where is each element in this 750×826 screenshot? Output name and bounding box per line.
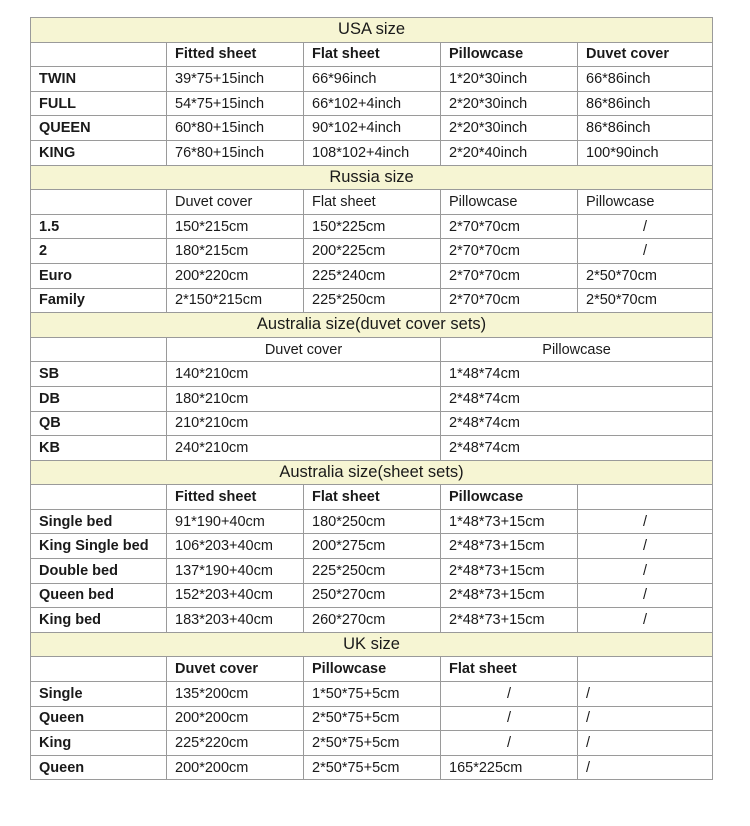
row-label: FULL: [31, 91, 167, 116]
row-label: Family: [31, 288, 167, 313]
table-cell: 2*48*74cm: [441, 386, 713, 411]
column-header: Pillowcase: [441, 42, 578, 67]
row-label: KING: [31, 140, 167, 165]
row-label: QB: [31, 411, 167, 436]
table-cell: 150*225cm: [304, 214, 441, 239]
table-cell: 86*86inch: [578, 116, 713, 141]
table-cell: /: [578, 706, 713, 731]
table-cell: 165*225cm: [441, 755, 578, 780]
size-table: [30, 17, 713, 780]
table-row: [31, 116, 713, 141]
table-cell: /: [578, 214, 713, 239]
table-cell: 90*102+4inch: [304, 116, 441, 141]
table-cell: 108*102+4inch: [304, 140, 441, 165]
table-cell: 2*48*73+15cm: [441, 608, 578, 633]
header-blank: [578, 485, 713, 510]
row-label: QUEEN: [31, 116, 167, 141]
usa-title-row: [31, 18, 713, 43]
table-row: [31, 755, 713, 780]
table-cell: 39*75+15inch: [167, 67, 304, 92]
table-cell: 260*270cm: [304, 608, 441, 633]
table-cell: /: [578, 755, 713, 780]
header-blank: [31, 190, 167, 215]
table-cell: 100*90inch: [578, 140, 713, 165]
column-header: Flat sheet: [304, 190, 441, 215]
column-header: Fitted sheet: [167, 42, 304, 67]
row-label: KB: [31, 436, 167, 461]
table-cell: 210*210cm: [167, 411, 441, 436]
table-cell: 2*50*75+5cm: [304, 706, 441, 731]
row-label: King bed: [31, 608, 167, 633]
table-cell: 140*210cm: [167, 362, 441, 387]
table-row: [31, 608, 713, 633]
row-label: Queen bed: [31, 583, 167, 608]
row-label: DB: [31, 386, 167, 411]
table-row: [31, 559, 713, 584]
section-title-uk: UK size: [31, 632, 713, 657]
header-blank: [31, 485, 167, 510]
table-row: [31, 362, 713, 387]
table-cell: 2*70*70cm: [441, 288, 578, 313]
table-cell: 200*225cm: [304, 239, 441, 264]
table-cell: 200*200cm: [167, 706, 304, 731]
table-cell: 2*50*75+5cm: [304, 755, 441, 780]
table-row: [31, 214, 713, 239]
table-row: [31, 140, 713, 165]
section-title-usa: USA size: [31, 18, 713, 43]
russia-title-row: [31, 165, 713, 190]
row-label: Single bed: [31, 509, 167, 534]
table-cell: 2*48*74cm: [441, 411, 713, 436]
table-cell: /: [441, 682, 578, 707]
table-row: [31, 706, 713, 731]
table-cell: 106*203+40cm: [167, 534, 304, 559]
table-row: [31, 288, 713, 313]
uk-title-row: [31, 632, 713, 657]
column-header: Flat sheet: [304, 485, 441, 510]
column-header: Flat sheet: [441, 657, 578, 682]
uk-header-row: [31, 657, 713, 682]
column-header: Pillowcase: [578, 190, 713, 215]
table-cell: 2*150*215cm: [167, 288, 304, 313]
au-duvet-title-row: [31, 313, 713, 338]
table-row: [31, 436, 713, 461]
table-cell: /: [441, 706, 578, 731]
table-cell: 2*48*74cm: [441, 436, 713, 461]
row-label: King: [31, 731, 167, 756]
table-row: [31, 386, 713, 411]
table-cell: 2*20*30inch: [441, 91, 578, 116]
table-cell: 152*203+40cm: [167, 583, 304, 608]
table-cell: 2*20*30inch: [441, 116, 578, 141]
table-cell: 2*48*73+15cm: [441, 559, 578, 584]
table-row: [31, 583, 713, 608]
table-cell: /: [578, 534, 713, 559]
table-cell: 225*240cm: [304, 263, 441, 288]
table-row: [31, 91, 713, 116]
table-cell: 135*200cm: [167, 682, 304, 707]
table-cell: 2*20*40inch: [441, 140, 578, 165]
table-cell: 66*96inch: [304, 67, 441, 92]
row-label: Queen: [31, 755, 167, 780]
column-header: Duvet cover: [578, 42, 713, 67]
table-cell: /: [578, 731, 713, 756]
table-cell: 2*70*70cm: [441, 263, 578, 288]
table-cell: 225*250cm: [304, 559, 441, 584]
table-row: [31, 509, 713, 534]
table-cell: 1*48*74cm: [441, 362, 713, 387]
table-cell: /: [578, 509, 713, 534]
table-cell: /: [578, 559, 713, 584]
table-cell: 225*220cm: [167, 731, 304, 756]
header-blank: [31, 42, 167, 67]
column-header: Duvet cover: [167, 190, 304, 215]
row-label: 1.5: [31, 214, 167, 239]
column-header: Duvet cover: [167, 337, 441, 362]
row-label: SB: [31, 362, 167, 387]
row-label: Double bed: [31, 559, 167, 584]
header-blank: [31, 337, 167, 362]
column-header: Pillowcase: [304, 657, 441, 682]
au-sheet-header-row: [31, 485, 713, 510]
table-cell: 66*102+4inch: [304, 91, 441, 116]
usa-header-row: [31, 42, 713, 67]
row-label: Euro: [31, 263, 167, 288]
table-cell: 200*200cm: [167, 755, 304, 780]
row-label: Single: [31, 682, 167, 707]
table-cell: 225*250cm: [304, 288, 441, 313]
table-row: [31, 534, 713, 559]
size-chart: [30, 17, 712, 780]
table-cell: 2*50*75+5cm: [304, 731, 441, 756]
table-cell: 1*20*30inch: [441, 67, 578, 92]
table-cell: 200*220cm: [167, 263, 304, 288]
table-cell: 150*215cm: [167, 214, 304, 239]
table-cell: /: [578, 608, 713, 633]
table-cell: 66*86inch: [578, 67, 713, 92]
row-label: 2: [31, 239, 167, 264]
table-cell: 180*250cm: [304, 509, 441, 534]
table-cell: 2*70*70cm: [441, 214, 578, 239]
table-cell: 2*70*70cm: [441, 239, 578, 264]
table-cell: 54*75+15inch: [167, 91, 304, 116]
column-header: Fitted sheet: [167, 485, 304, 510]
row-label: TWIN: [31, 67, 167, 92]
table-cell: 250*270cm: [304, 583, 441, 608]
column-header: Pillowcase: [441, 337, 713, 362]
table-cell: 180*215cm: [167, 239, 304, 264]
table-cell: /: [441, 731, 578, 756]
table-cell: 2*48*73+15cm: [441, 534, 578, 559]
section-title-au-duvet: Australia size(duvet cover sets): [31, 313, 713, 338]
row-label: King Single bed: [31, 534, 167, 559]
table-cell: 183*203+40cm: [167, 608, 304, 633]
table-row: [31, 731, 713, 756]
table-cell: 76*80+15inch: [167, 140, 304, 165]
table-cell: 200*275cm: [304, 534, 441, 559]
table-cell: 137*190+40cm: [167, 559, 304, 584]
table-row: [31, 411, 713, 436]
table-row: [31, 682, 713, 707]
table-cell: 2*50*70cm: [578, 288, 713, 313]
au-sheet-title-row: [31, 460, 713, 485]
table-row: [31, 67, 713, 92]
russia-header-row: [31, 190, 713, 215]
table-cell: 60*80+15inch: [167, 116, 304, 141]
table-cell: 2*50*70cm: [578, 263, 713, 288]
section-title-russia: Russia size: [31, 165, 713, 190]
table-cell: 1*50*75+5cm: [304, 682, 441, 707]
column-header: Pillowcase: [441, 485, 578, 510]
table-cell: 86*86inch: [578, 91, 713, 116]
column-header: Duvet cover: [167, 657, 304, 682]
table-cell: /: [578, 583, 713, 608]
au-duvet-header-row: [31, 337, 713, 362]
row-label: Queen: [31, 706, 167, 731]
table-cell: 91*190+40cm: [167, 509, 304, 534]
table-cell: /: [578, 239, 713, 264]
column-header: Pillowcase: [441, 190, 578, 215]
column-header: Flat sheet: [304, 42, 441, 67]
table-cell: 180*210cm: [167, 386, 441, 411]
table-cell: 240*210cm: [167, 436, 441, 461]
header-blank: [31, 657, 167, 682]
section-title-au-sheet: Australia size(sheet sets): [31, 460, 713, 485]
table-cell: /: [578, 682, 713, 707]
header-blank: [578, 657, 713, 682]
table-row: [31, 263, 713, 288]
table-row: [31, 239, 713, 264]
table-cell: 2*48*73+15cm: [441, 583, 578, 608]
table-cell: 1*48*73+15cm: [441, 509, 578, 534]
